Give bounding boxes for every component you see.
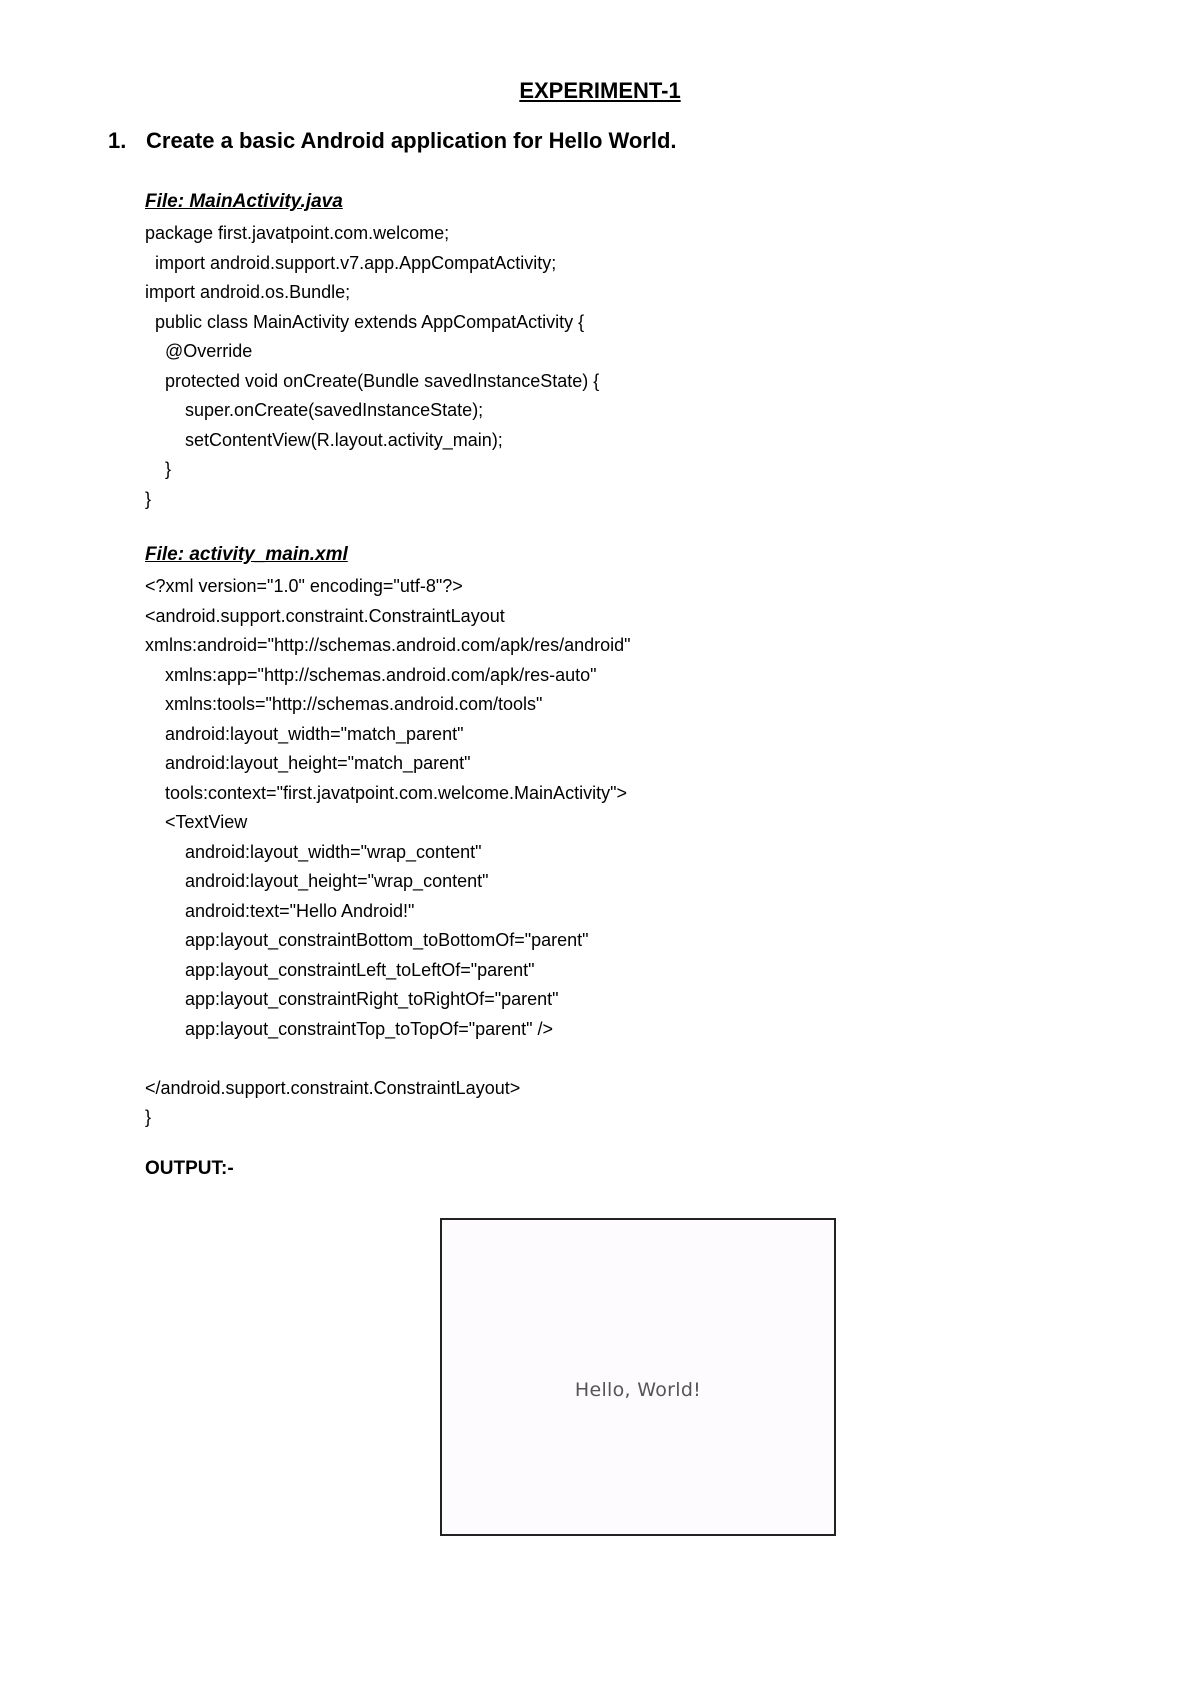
code-line: android:layout_width="match_parent" xyxy=(145,723,464,744)
code-line: tools:context="first.javatpoint.com.welcome.MainActivity"> xyxy=(145,782,627,803)
code-line: setContentView(R.layout.activity_main); xyxy=(145,429,503,450)
output-label: OUTPUT:- xyxy=(145,1158,234,1179)
code-line: android:layout_height="wrap_content" xyxy=(145,871,489,891)
code-line: <TextView xyxy=(145,812,248,832)
code-line: app:layout_constraintRight_toRightOf="parent" xyxy=(145,989,559,1009)
xml-file-heading: File: activity_main.xml xyxy=(145,544,348,565)
code-line: public class MainActivity extends AppCompatActivity { xyxy=(145,311,585,332)
code-line: android:layout_height="match_parent" xyxy=(145,753,471,773)
output-screenshot xyxy=(440,1218,836,1536)
code-line: @Override xyxy=(145,341,253,361)
code-line: import android.support.v7.app.AppCompatActivity; xyxy=(145,252,557,273)
experiment-title: EXPERIMENT-1 xyxy=(519,78,681,103)
question-text: Create a basic Android application for Hello World. xyxy=(146,128,677,153)
question-heading xyxy=(108,128,677,154)
java-file-heading: File: MainActivity.java xyxy=(145,191,343,212)
code-line: android:text="Hello Android!" xyxy=(145,900,415,921)
code-line: protected void onCreate(Bundle savedInstanceState) { xyxy=(145,370,600,391)
code-line: app:layout_constraintBottom_toBottomOf="parent" xyxy=(145,930,589,950)
code-line: } xyxy=(145,1107,152,1127)
code-line: <?xml version="1.0" encoding="utf-8"?> xyxy=(145,576,463,596)
code-line: } xyxy=(145,459,172,479)
code-line xyxy=(145,1044,631,1074)
java-code-block xyxy=(145,219,599,514)
question-number: 1. xyxy=(108,128,127,153)
code-line: package first.javatpoint.com.welcome; xyxy=(145,223,450,243)
code-line: xmlns:android="http://schemas.android.com/apk/res/android" xyxy=(145,635,631,655)
code-line: app:layout_constraintLeft_toLeftOf="parent" xyxy=(145,959,535,980)
code-line: android:layout_width="wrap_content" xyxy=(145,841,482,862)
code-line: <android.support.constraint.ConstraintLayout xyxy=(145,605,505,626)
xml-code-block xyxy=(145,572,631,1133)
code-line: </android.support.constraint.ConstraintLayout> xyxy=(145,1077,521,1098)
code-line: import android.os.Bundle; xyxy=(145,282,351,302)
code-line: xmlns:tools="http://schemas.android.com/tools" xyxy=(145,694,543,714)
code-line: xmlns:app="http://schemas.android.com/apk/res-auto" xyxy=(145,664,597,685)
code-line: app:layout_constraintTop_toTopOf="parent" /> xyxy=(145,1018,554,1039)
output-hello-text: Hello, World! xyxy=(574,1379,702,1401)
code-line: super.onCreate(savedInstanceState); xyxy=(145,400,484,420)
code-line: } xyxy=(145,488,152,509)
